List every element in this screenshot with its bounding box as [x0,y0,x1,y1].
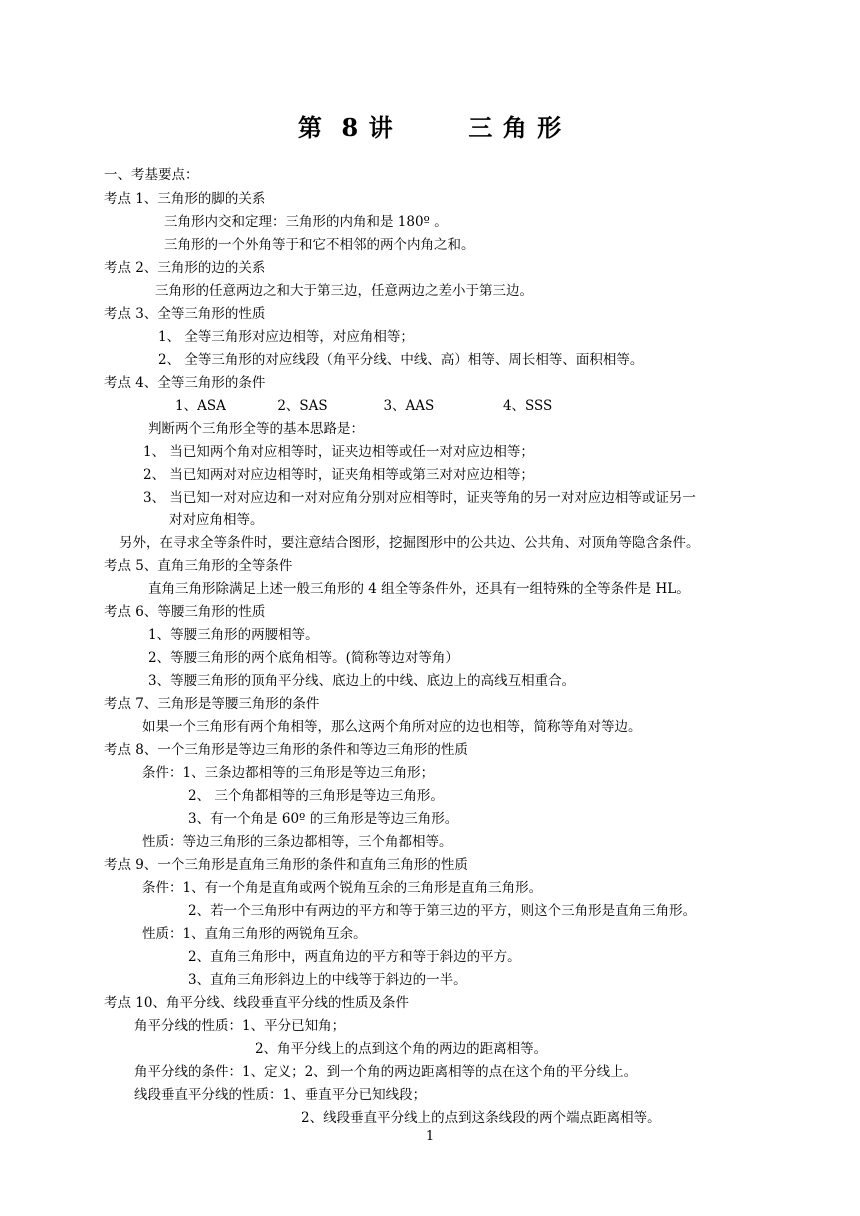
text-line: 2、 当已知两对对应边相等时，证夹角相等或第三对对应边相等； [143,467,534,483]
text-line: 三角形内交和定理：三角形的内角和是 180º 。 [164,214,448,230]
text-line: 对对应角相等。 [169,512,264,528]
text-line: 直角三角形除满足上述一般三角形的 4 组全等条件外，还具有一组特殊的全等条件是 HL。 [148,581,690,597]
text-line: 考点 10、角平分线、线段垂直平分线的性质及条件 [104,995,409,1011]
text-line: 线段垂直平分线的性质：1、垂直平分已知线段； [134,1087,427,1103]
text-line: 一、考基要点： [104,167,199,183]
text-line: 2、角平分线上的点到这个角的两边的距离相等。 [255,1041,548,1057]
text-line: 另外，在寻求全等条件时，要注意结合图形，挖掘图形中的公共边、公共角、对顶角等隐含条件。 [119,535,700,551]
page-title: 第 8 讲 三 角 形 [297,113,563,142]
text-line: 考点 9、一个三角形是直角三角形的条件和直角三角形的性质 [104,857,468,873]
text-line: 角平分线的性质：1、平分已知角； [134,1018,346,1034]
text-line: 3、 当已知一对对应边和一对对应角分别对应相等时，证夹等角的另一对对应边相等或证另一 [143,490,696,506]
text-line: 性质：1、直角三角形的两锐角互余。 [142,926,367,942]
text-line: 考点 2、三角形的边的关系 [104,260,266,276]
text-line: 条件：1、三条边都相等的三角形是等边三角形； [142,765,435,781]
text-line: 3、等腰三角形的顶角平分线、底边上的中线、底边上的高线互相重合。 [148,673,576,689]
text-line: 1、ASA 2、SAS 3、AAS 4、SSS [175,398,553,414]
text-line: 2、 三个角都相等的三角形是等边三角形。 [188,788,444,804]
text-line: 1、 全等三角形对应边相等，对应角相等； [158,329,414,345]
text-line: 性质：等边三角形的三条边都相等，三个角都相等。 [142,834,453,850]
text-line: 2、等腰三角形的两个底角相等。(简称等边对等角） [148,650,459,666]
text-line: 考点 5、直角三角形的全等条件 [104,558,293,574]
text-line: 3、有一个角是 60º 的三角形是等边三角形。 [188,811,459,827]
text-line: 考点 6、等腰三角形的性质 [104,604,266,620]
text-line: 判断两个三角形全等的基本思路是： [148,421,364,437]
text-line: 2、若一个三角形中有两边的平方和等于第三边的平方，则这个三角形是直角三角形。 [188,903,697,919]
text-line: 考点 3、全等三角形的性质 [104,306,266,322]
text-line: 角平分线的条件：1、定义；2、到一个角的两边距离相等的点在这个角的平分线上。 [134,1064,638,1080]
text-line: 三角形的一个外角等于和它不相邻的两个内角之和。 [164,237,475,253]
text-line: 3、直角三角形斜边上的中线等于斜边的一半。 [188,972,467,988]
text-line: 条件：1、有一个角是直角或两个锐角互余的三角形是直角三角形。 [142,880,543,896]
text-line: 2、 全等三角形的对应线段（角平分线、中线、高）相等、周长相等、面积相等。 [158,352,644,368]
text-line: 考点 8、一个三角形是等边三角形的条件和等边三角形的性质 [104,742,468,758]
text-line: 1、等腰三角形的两腰相等。 [148,627,319,643]
text-line: 三角形的任意两边之和大于第三边，任意两边之差小于第三边。 [155,283,533,299]
text-line: 2、直角三角形中，两直角边的平方和等于斜边的平方。 [188,949,521,965]
text-line: 1、 当已知两个角对应相等时，证夹边相等或任一对对应边相等； [143,444,534,460]
text-line: 考点 4、全等三角形的条件 [104,375,266,391]
text-line: 2、线段垂直平分线上的点到这条线段的两个端点距离相等。 [301,1110,661,1126]
text-line: 考点 1、三角形的脚的关系 [104,191,266,207]
text-line: 如果一个三角形有两个角相等，那么这两个角所对应的边也相等，简称等角对等边。 [142,719,642,735]
text-line: 考点 7、三角形是等腰三角形的条件 [104,696,320,712]
page-number: 1 [425,1129,435,1144]
